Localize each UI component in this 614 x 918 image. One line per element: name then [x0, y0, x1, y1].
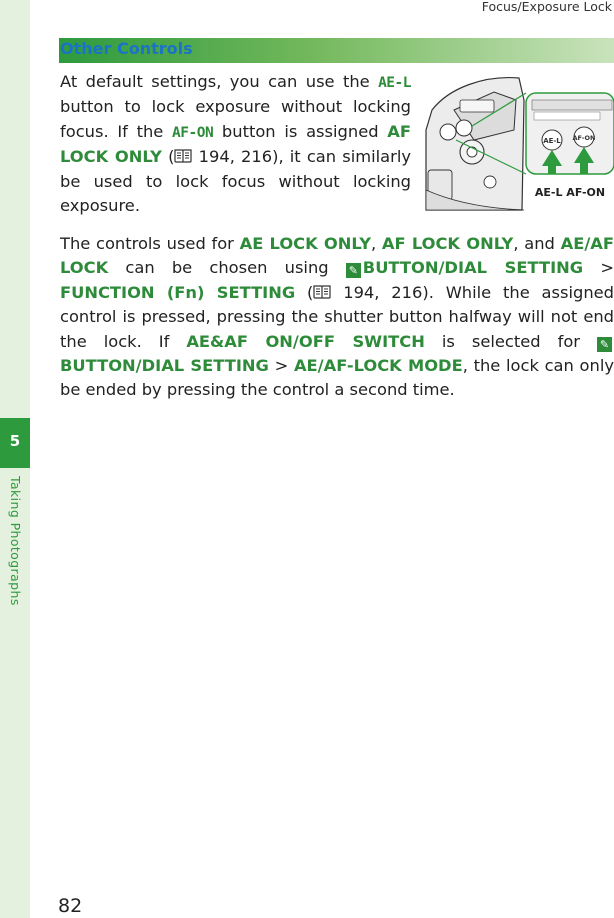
page-number: 82	[58, 895, 83, 917]
section-title: Other Controls	[60, 39, 193, 58]
chapter-number: 5	[9, 432, 21, 450]
section-bar	[59, 38, 614, 63]
menu-button-dial-setting: BUTTON/DIAL SETTING	[60, 356, 269, 376]
menu-ae-af-lock-mode: AE/AF-LOCK MODE	[293, 356, 463, 376]
ael-button-name: AE-L	[378, 75, 411, 91]
afon-button-icon-label: AF-ON	[572, 134, 596, 142]
option-ae-lock-only: AE LOCK ONLY	[239, 234, 372, 253]
chapter-tab	[0, 418, 30, 468]
option-ae-af-switch: AE&AF ON/OFF SWITCH	[186, 331, 425, 351]
wrench-icon: ✎	[597, 337, 612, 352]
option-af-lock-only: AF LOCK ONLY	[381, 234, 514, 253]
chapter-label: Taking Photographs	[8, 476, 23, 606]
camera-figure	[424, 70, 614, 212]
book-icon	[313, 285, 331, 299]
wrench-icon: ✎	[346, 263, 361, 278]
menu-button-dial-setting: BUTTON/DIAL SETTING	[362, 258, 584, 278]
option-ae-af-lock: AE/AF LOCK	[60, 234, 614, 278]
menu-function-setting: FUNCTION (Fn) SETTING	[60, 282, 296, 302]
option-af-lock-only: AF LOCK ONLY	[60, 121, 411, 167]
book-icon	[174, 149, 192, 163]
afon-button-name: AF-ON	[172, 124, 214, 141]
paragraph-1: At default settings, you can use the AE-L button to lock exposure without locking focus. If the AF-ON button is assigned AF LOCK ONLY ( 194, 216), it can similarly be used to lock focus without locking exposure.	[60, 72, 411, 216]
ael-button-icon-label: AE-L	[543, 137, 561, 145]
running-head: Focus/Exposure Lock	[481, 0, 612, 14]
figure-caption: AE-L AF-ON	[534, 186, 606, 199]
paragraph-2: The controls used for AE LOCK ONLY, AF LOCK ONLY, and AE/AF LOCK can be chosen using ✎ BUTTON/DIAL SETTING > FUNCTION (Fn) SETTING ( 194, 216). While the assigned control is pressed, pressing the shutter button halfway will not end the lock. If AE&AF ON/OFF SWITCH is selected for ✎BUTTON/DIAL SETTING > AE/AF-LOCK MODE, the lock can only be ended by pressing the control a second time.	[60, 234, 614, 400]
